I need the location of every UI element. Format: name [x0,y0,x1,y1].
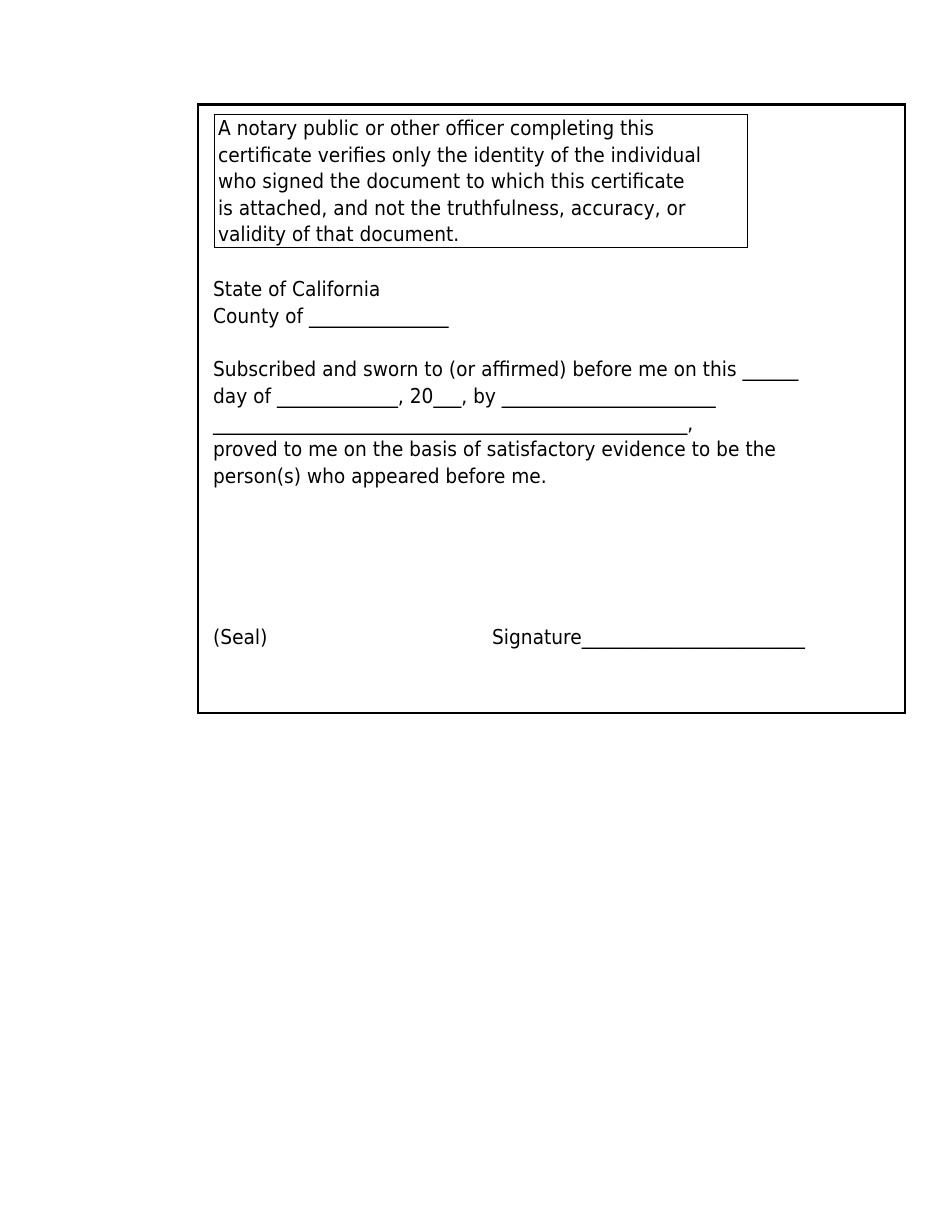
notice-line [218,221,747,248]
jurat-line [213,436,818,463]
notice-line-text: certificate verifies only the identity of the individual [218,142,701,167]
county-text: County of _______________ [213,304,449,328]
seal-text: (Seal) [213,625,268,649]
signature-line [492,624,828,651]
notice-line-text: A notary public or other officer completing this [218,116,654,140]
jurat-line [213,410,729,437]
signature-text: Signature________________________ [492,625,805,649]
jurat-line [213,383,754,410]
jurat-line [213,356,842,383]
jurat-line-text: person(s) who appeared before me. [213,464,547,488]
seal-label [213,624,271,651]
county-line [213,303,466,330]
notice-line-text: is attached, and not the truthfulness, accuracy, or [218,195,686,220]
notice-line-text: validity of that document. [218,222,460,247]
notice-line [218,168,747,195]
jurat-line [213,463,572,490]
jurat-line-text: proved to me on the basis of satisfactory evidence to be the [213,437,776,461]
jurat-line-text: ___________________________________________________, [213,411,694,435]
jurat-line-text: Subscribed and sworn to (or affirmed) before me on this ______ [213,357,799,381]
notary-notice-box [214,114,748,248]
notice-line [218,142,747,169]
jurat-line-text: day of _____________, 20___, by _______________________ [213,384,716,408]
notice-line-text: who signed the document to which this certificate [218,169,685,194]
notice-line [218,115,747,142]
state-text: State of California [213,277,381,301]
notice-line [218,195,747,222]
state-line [213,276,393,303]
